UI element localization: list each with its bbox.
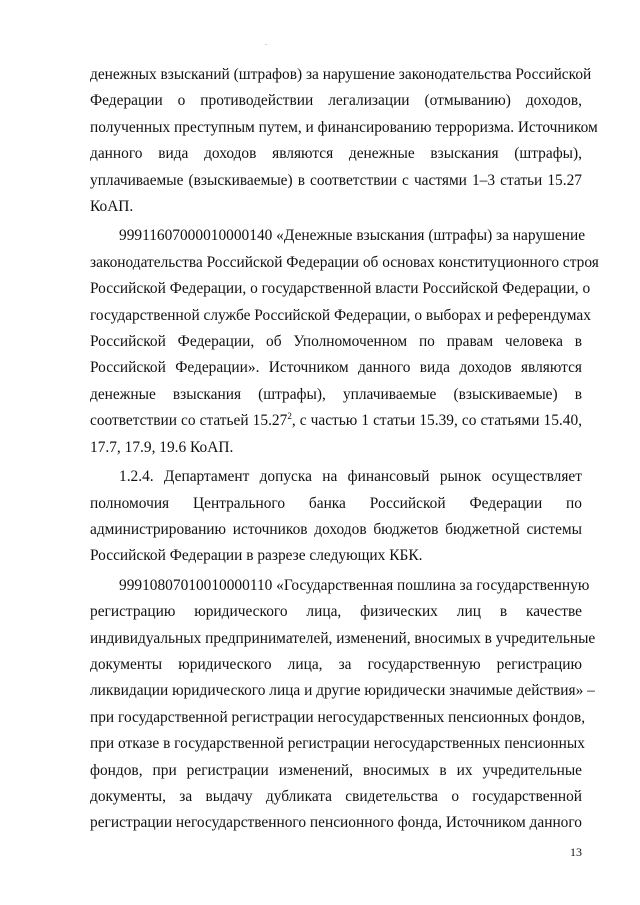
text-line: 1.2.4. Департамент допуска на финансовый рынок осуществляет	[119, 468, 582, 486]
paragraph-kbk-99910807010010000110	[90, 573, 596, 837]
line-fragment: соответствии со статьей 15.27	[90, 412, 288, 430]
line-fragment: , с частью 1 статьи 15.39, со статьями 15.40,	[291, 412, 582, 430]
text-line: при отказе в государственной регистрации негосударственных пенсионных	[90, 735, 585, 753]
text-line: Российской Федерации, об Уполномоченном по правам человека в	[90, 333, 582, 351]
text-line: регистрацию юридического лица, физических лиц в качестве	[90, 603, 582, 621]
text-line: документы, за выдачу дубликата свидетельства о государственной	[90, 787, 582, 805]
text-line: денежных взысканий (штрафов) за нарушение законодательства Российской	[90, 66, 592, 83]
text-line: Федерации о противодействии легализации (отмыванию) доходов,	[90, 92, 582, 110]
text-line: уплачиваемые (взыскиваемые) в соответствии с частями 1–3 статьи 15.27	[90, 171, 582, 189]
text-line: денежные взыскания (штрафы), уплачиваемые (взыскиваемые) в	[90, 385, 582, 403]
text-line: 17.7, 17.9, 19.6 КоАП.	[90, 438, 234, 456]
text-line: 99910807010010000110 «Государственная пошлина за государственную	[119, 576, 590, 594]
text-line: документы юридического лица, за государственную регистрацию	[90, 655, 582, 673]
text-line: Российской Федерации». Источником данного вида доходов являются	[90, 359, 582, 377]
text-line: 99911607000010000140 «Денежные взыскания (штрафы) за нарушение	[119, 227, 586, 245]
text-line: индивидуальных предпринимателей, изменений, вносимых в учредительные	[90, 629, 596, 647]
text-line: полученных преступным путем, и финансированию терроризма. Источником	[90, 118, 598, 136]
text-line: ликвидации юридического лица и другие юридически значимые действия» –	[90, 682, 595, 700]
text-line: Российской Федерации, о государственной власти Российской Федерации, о	[90, 280, 591, 298]
page-number: 13	[570, 845, 582, 859]
paragraph-kbk-99911607000010000140	[90, 223, 599, 461]
text-line: законодательства Российской Федерации об основах конституционного строя	[90, 253, 599, 271]
text-line: данного вида доходов являются денежные взыскания (штрафы),	[90, 145, 582, 163]
text-line: фондов, при регистрации изменений, вносимых в их учредительные	[90, 761, 582, 779]
scan-artifact-dot	[265, 44, 267, 45]
text-line: КоАП.	[90, 198, 134, 216]
text-line: регистрации негосударственного пенсионного фонда, Источником данного	[90, 814, 582, 832]
text-line: полномочия Центрального банка Российской Федерации по	[90, 494, 582, 512]
paragraph-aml-fines	[90, 62, 598, 220]
document-page	[90, 62, 599, 840]
superscript: 2	[287, 411, 292, 422]
text-line-with-superscript	[90, 408, 582, 434]
text-line: Российской Федерации в разрезе следующих КБК.	[90, 547, 423, 565]
text-line: администрированию источников доходов бюджетов бюджетной системы	[90, 520, 582, 538]
text-line: при государственной регистрации негосударственных пенсионных фондов,	[90, 708, 586, 726]
text-line: государственной службе Российской Федерации, о выборах и референдумах	[90, 306, 591, 324]
paragraph-1-2-4	[90, 464, 582, 570]
